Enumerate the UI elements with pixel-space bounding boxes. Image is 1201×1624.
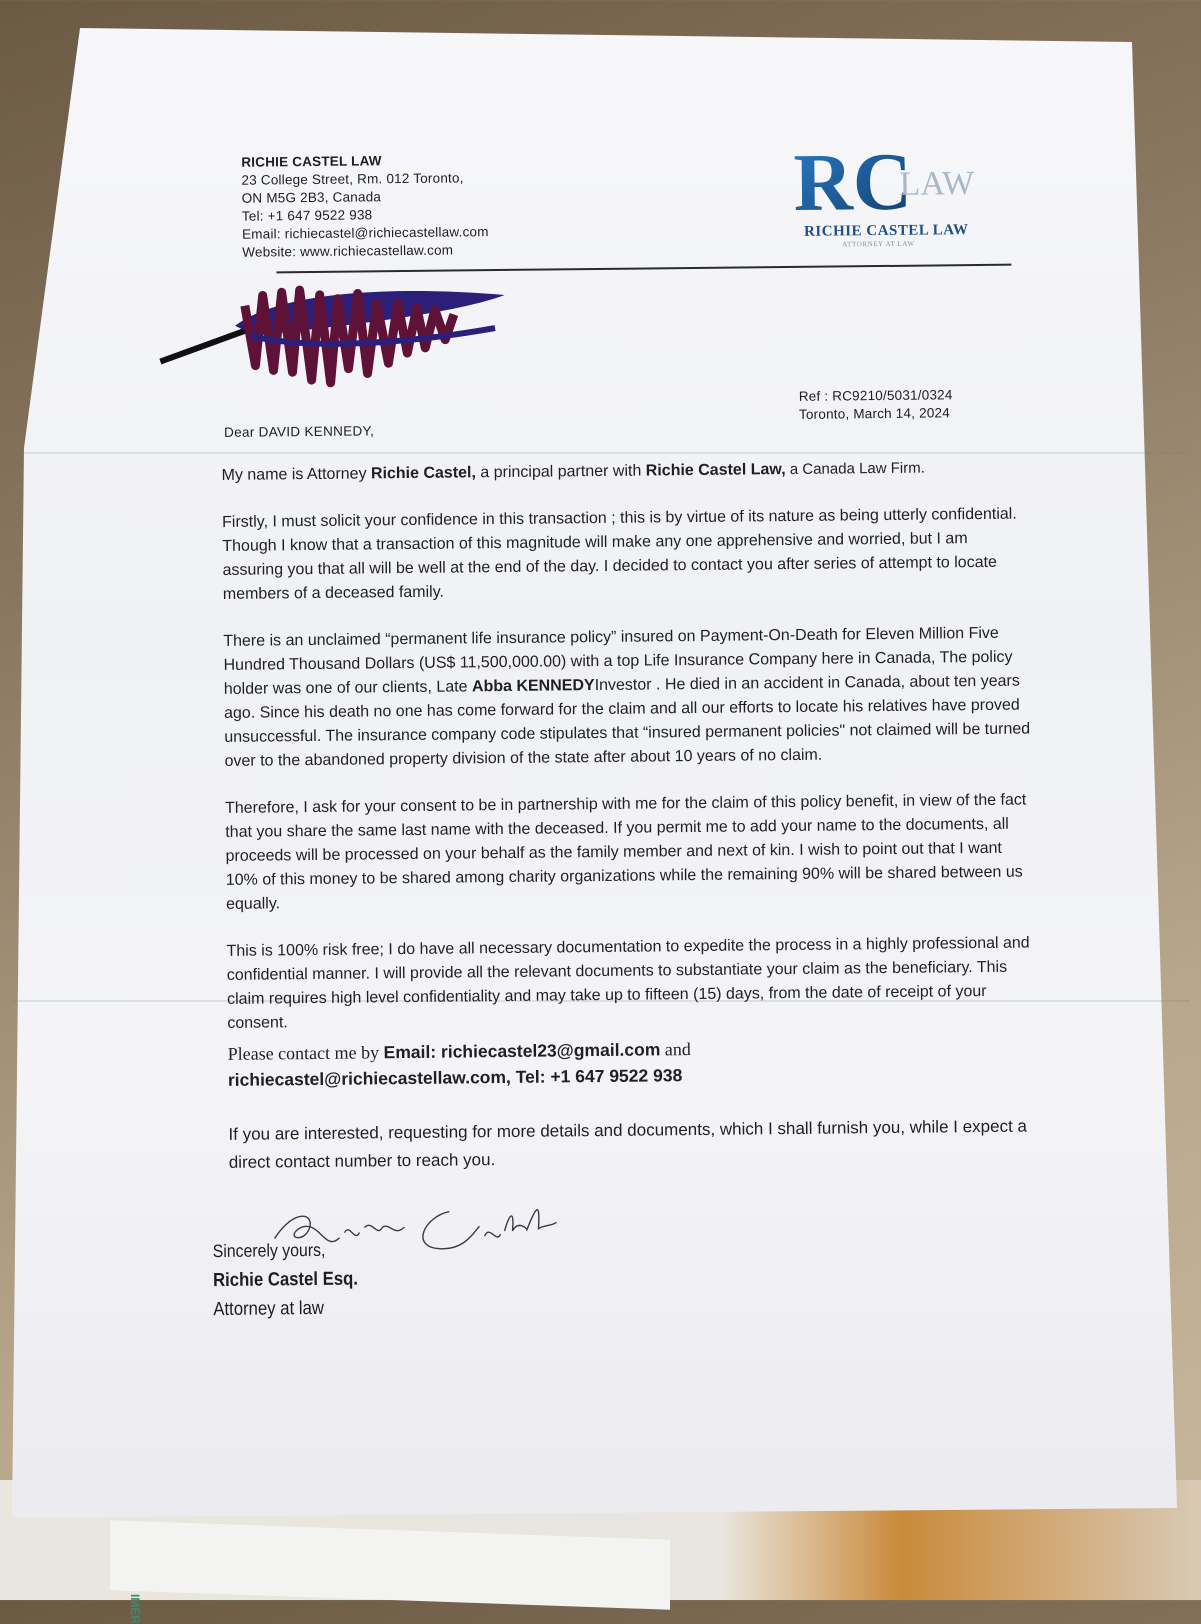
paragraph-consent: Therefore, I ask for your consent to be in partnership with me for the claim of this policy benefit, in view of the fact that you share the same last name with the deceased. If you permit me to add your name to the documents, all proceeds will be processed on your behalf as the family member and next of kin. I wish to point out that I want 10% of this money to be shared among charity organizations while the remaining 90% will be shared between us equally. (224, 791, 1027, 913)
firm-logo (793, 136, 994, 253)
reference-number: Ref : RC9210/5031/0324 (798, 387, 953, 404)
website-line: Website: www.richiecastellaw.com (242, 242, 454, 260)
email-line: Email: richiecastel@richiecastellaw.com (241, 224, 489, 242)
paragraph-policy: There is an unclaimed “permanent life insurance policy” insured on Payment-On-Death for Eleven Million Five Hundred Thousand Dollars (US$ 11,500,000.00) with a top Life Insurance Company here in Canada, The policy holder was one of our clients, Late Abba KENNEDYInvestor . He died in an accident in Canada, about ten years ago. Since his death no one has come forward for the claim and all our efforts to locate his relatives have proved unsuccessful. The insurance company code stipulates that “insured permanent policies" not claimed will be turned over to the abandoned property division of the state after about 10 years of no claim. (223, 624, 1031, 770)
phone-line: Tel: +1 647 9522 938 (241, 207, 373, 224)
letter-body (221, 455, 1039, 1199)
firm-name: RICHIE CASTEL LAW (241, 153, 382, 170)
header-rule (276, 264, 1011, 274)
logo-monogram: RC (793, 135, 913, 228)
address-line: ON M5G 2B3, Canada (241, 189, 382, 206)
salutation: Dear DAVID KENNEDY, (224, 423, 375, 440)
letterhead (241, 151, 489, 262)
address-line: 23 College Street, Rm. 012 Toronto, (241, 170, 464, 188)
envelope-print: IMER (128, 1594, 142, 1624)
reference-block (799, 386, 953, 424)
logo-word: LAW (899, 165, 975, 203)
paragraph-risk-free: This is 100% risk free; I do have all necessary documentation to expedite the process in a highly professional and confidential manner. I will provide all the relevant documents to substantiate your claim as the beneficiary. This claim requires high level confidentiality and may take up to fifteen (15) days, from the date of receipt of your consent. (226, 934, 1030, 1032)
closing-block (213, 1235, 379, 1324)
letter-date: Toronto, March 14, 2024 (798, 405, 950, 422)
contact-paragraph: Please contact me by Email: richiecastel23@gmail.com and richiecastel@richiecastellaw.com, Tel: +1 647 9522 938 (227, 1039, 691, 1090)
signatory-title: Attorney at law (213, 1297, 325, 1321)
signatory-name: Richie Castel Esq. (212, 1268, 359, 1292)
intro-paragraph: My name is Attorney Richie Castel, a principal partner with Richie Castel Law, a Canada Law Firm. (221, 459, 925, 484)
paragraph-confidence: Firstly, I must solicit your confidence in this transaction ; this is by virtue of its nature as being utterly confidential. Though I know that a transaction of this magnitude will make any one apprehensive and worried, but I am assuring you that all will be well at the end of the day. I decided to contact you after series of attempt to locate members of a deceased family. (221, 505, 1017, 603)
redaction-scribble (154, 273, 515, 407)
logo-firm-name: RICHIE CASTEL LAW (803, 222, 969, 240)
paragraph-interest: If you are interested, requesting for more details and documents, which I shall furnish you, while I expect a direct contact number to reach you. (228, 1116, 1028, 1172)
logo-tagline: ATTORNEY AT LAW (842, 239, 915, 249)
sign-off: Sincerely yours, (212, 1239, 326, 1262)
